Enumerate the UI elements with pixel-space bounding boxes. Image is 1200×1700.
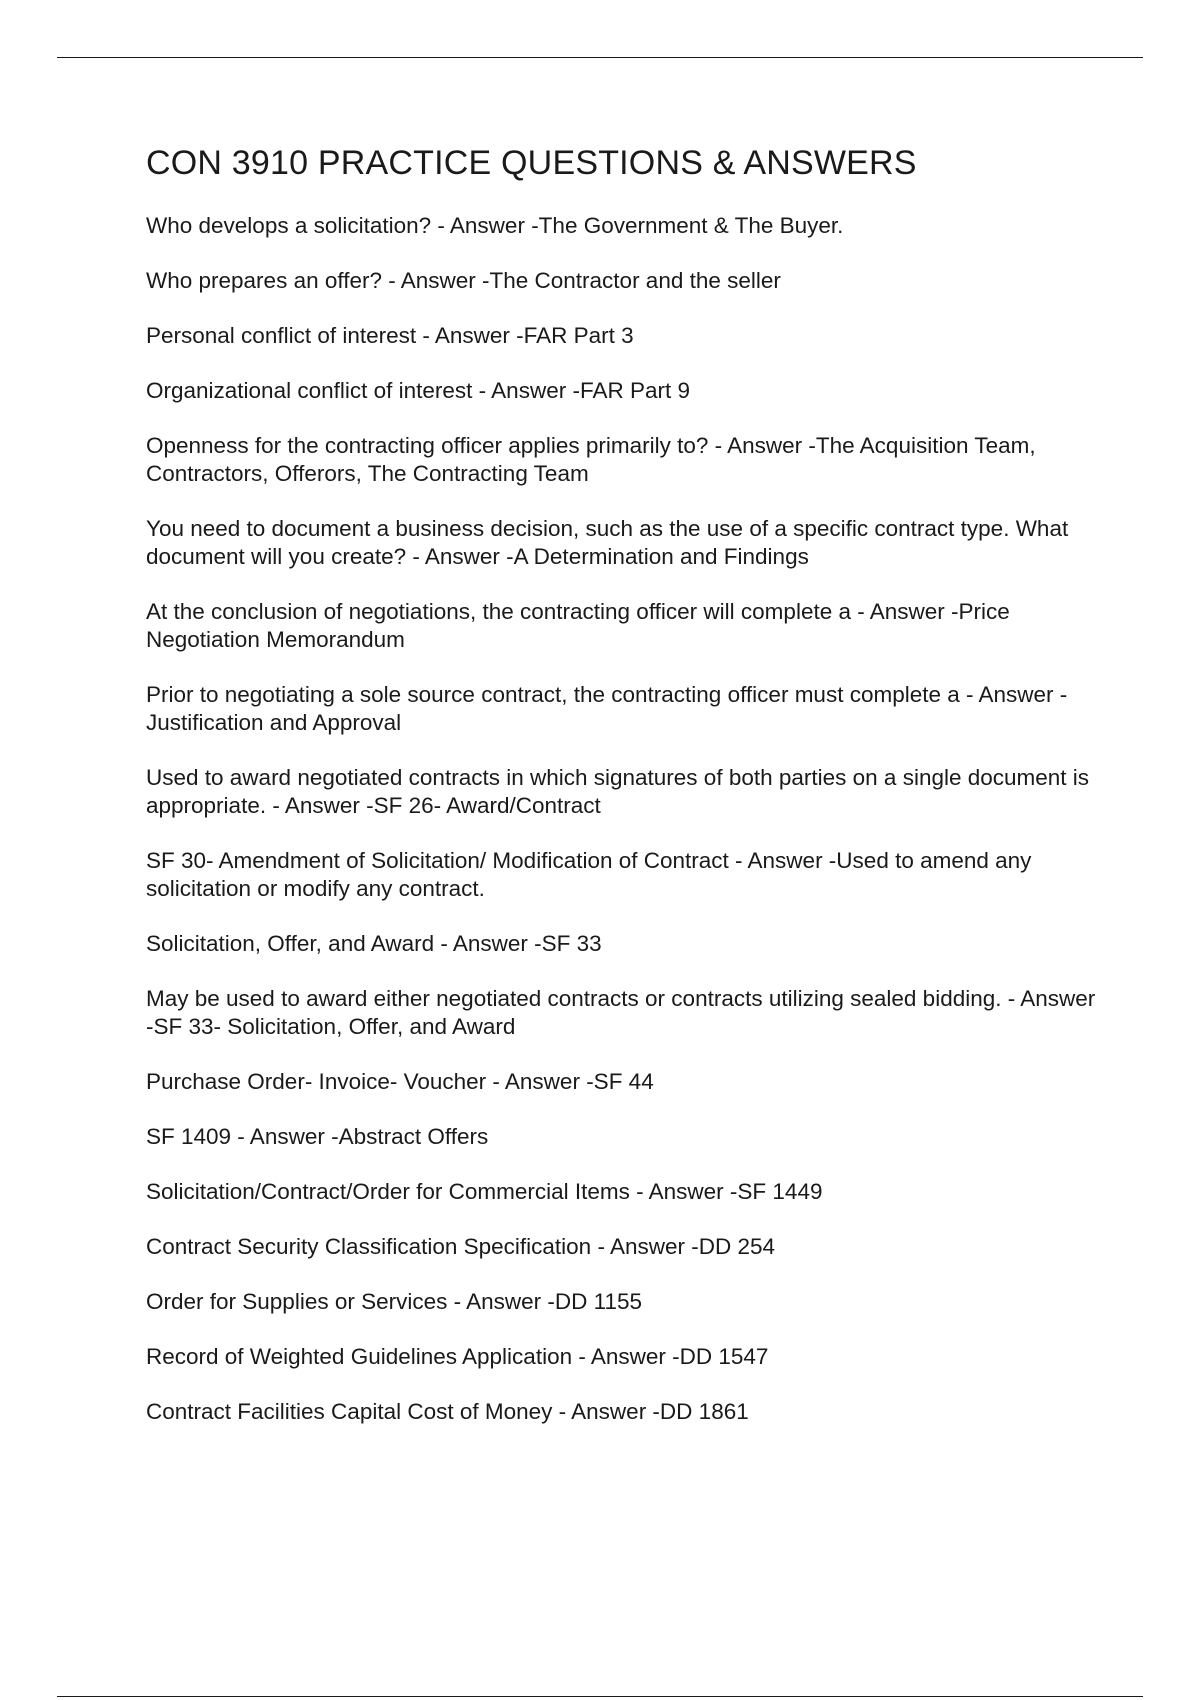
page-title: CON 3910 PRACTICE QUESTIONS & ANSWERS — [146, 144, 917, 182]
qa-item: SF 30- Amendment of Solicitation/ Modification of Contract - Answer -Used to amend any solicitation or modify any contract. — [146, 848, 1032, 901]
qa-item: Record of Weighted Guidelines Application - Answer -DD 1547 — [146, 1344, 769, 1369]
qa-item: Who prepares an offer? - Answer -The Contractor and the seller — [146, 268, 781, 293]
qa-item: SF 1409 - Answer -Abstract Offers — [146, 1124, 489, 1149]
qa-list — [146, 212, 1096, 1426]
qa-item: Solicitation, Offer, and Award - Answer -SF 33 — [146, 931, 602, 956]
qa-item: Organizational conflict of interest - Answer -FAR Part 9 — [146, 378, 690, 403]
qa-item: Who develops a solicitation? - Answer -The Government & The Buyer. — [146, 213, 844, 238]
qa-item: Prior to negotiating a sole source contract, the contracting officer must complete a - Answer -Justification and Approval — [146, 682, 1068, 735]
qa-item: Solicitation/Contract/Order for Commercial Items - Answer -SF 1449 — [146, 1179, 823, 1204]
qa-item: Order for Supplies or Services - Answer -DD 1155 — [146, 1289, 643, 1314]
qa-item: Contract Security Classification Specification - Answer -DD 254 — [146, 1234, 776, 1259]
qa-item: Used to award negotiated contracts in which signatures of both parties on a single document is appropriate. - Answer -SF 26- Award/Contract — [146, 765, 1090, 818]
document-body — [146, 140, 1096, 1453]
qa-item: Openness for the contracting officer applies primarily to? - Answer -The Acquisition Team, Contractors, Offerors, The Contracting Team — [146, 433, 1036, 486]
qa-item: Contract Facilities Capital Cost of Money - Answer -DD 1861 — [146, 1399, 749, 1424]
top-rule — [57, 57, 1143, 58]
qa-item: Personal conflict of interest - Answer -FAR Part 3 — [146, 323, 634, 348]
qa-item: May be used to award either negotiated contracts or contracts utilizing sealed bidding. - Answer -SF 33- Solicitation, Offer, and Award — [146, 986, 1096, 1039]
bottom-rule — [57, 1696, 1143, 1697]
qa-item: Purchase Order- Invoice- Voucher - Answer -SF 44 — [146, 1069, 654, 1094]
qa-item: You need to document a business decision, such as the use of a specific contract type. What document will you create? - Answer -A Determination and Findings — [146, 516, 1069, 569]
qa-item: At the conclusion of negotiations, the contracting officer will complete a - Answer -Price Negotiation Memorandum — [146, 599, 1010, 652]
